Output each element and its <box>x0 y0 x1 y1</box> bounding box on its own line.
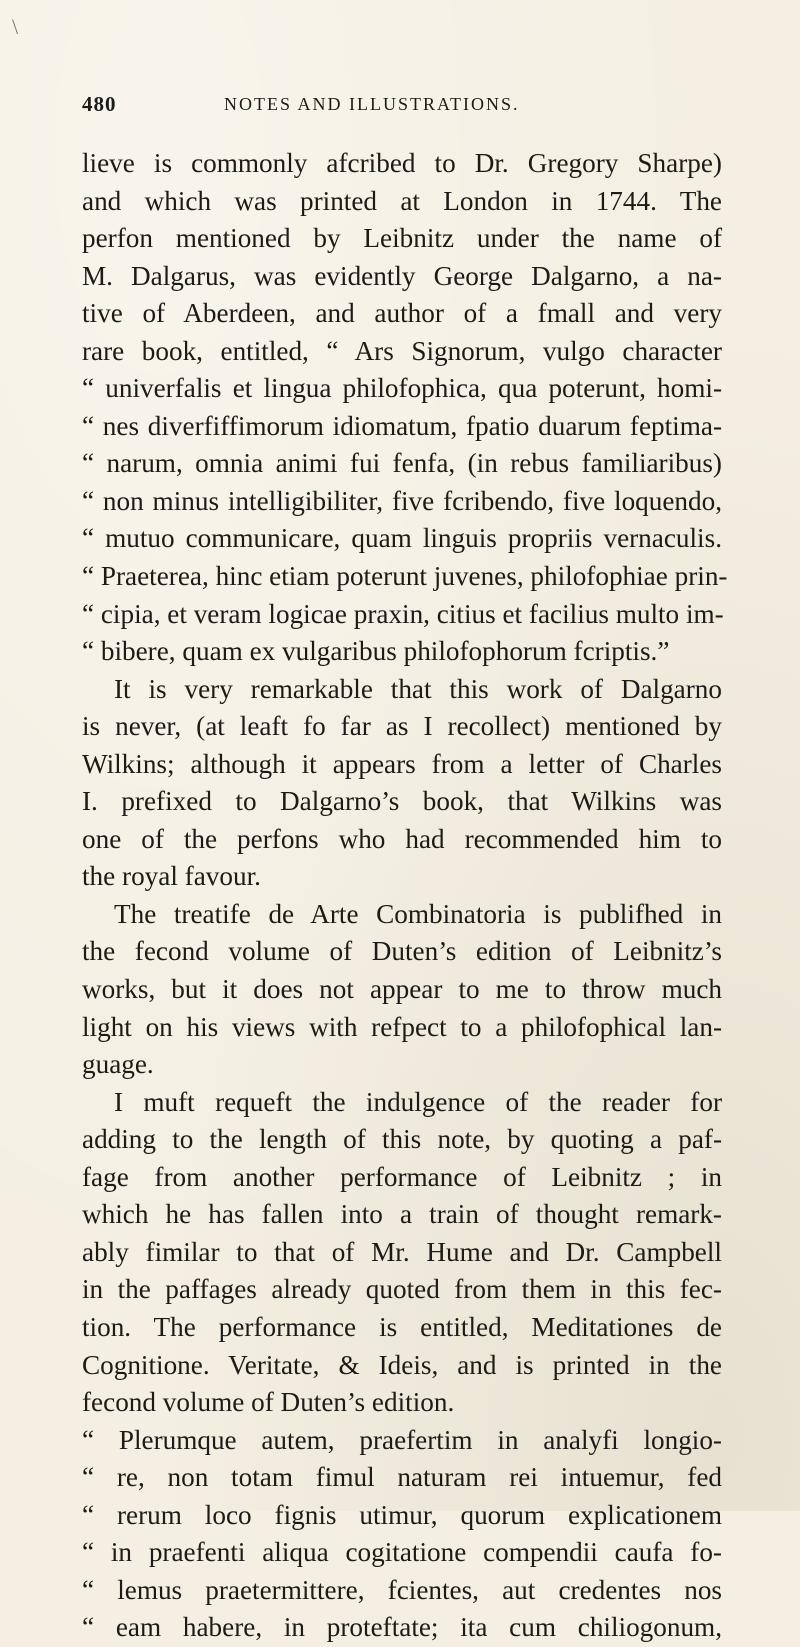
corner-mark: \ <box>12 14 19 39</box>
text-line: perfon mentioned by Leibnitz under the name of <box>82 223 722 254</box>
text-line: lieve is commonly afcribed to Dr. Gregory Sharpe) <box>82 148 722 178</box>
text-line: the fecond volume of Duten’s edition of Leibnitz’s <box>82 936 722 967</box>
text-line: The treatife de Arte Combinatoria is publifhed in <box>114 898 722 929</box>
running-title: NOTES AND ILLUSTRATIONS. <box>224 94 520 114</box>
text-line: “ mutuo communicare, quam linguis propriis vernaculis. <box>82 523 722 554</box>
text-line: in the paffages already quoted from them in this fec- <box>82 1274 722 1305</box>
text-line: Wilkins; although it appears from a letter of Charles <box>82 748 722 779</box>
text-line: “ non minus intelligibiliter, five fcribendo, five loquendo, <box>82 485 722 516</box>
text-line: “ bibere, quam ex vulgaribus philofophorum fcriptis.” <box>82 636 670 667</box>
text-line: which he has fallen into a train of thought remark- <box>82 1199 722 1230</box>
text-line: tion. The performance is entitled, Meditationes de <box>82 1311 722 1342</box>
page-body <box>82 145 728 1647</box>
text-line: and which was printed at London in 1744. The <box>82 185 722 216</box>
text-line: “ Plerumque autem, praefertim in analyfi longio- <box>82 1424 722 1455</box>
text-line: ably fimilar to that of Mr. Hume and Dr. Campbell <box>82 1236 722 1267</box>
text-line: “ Praeterea, hinc etiam poterunt juvenes, philofophiae prin- <box>82 561 728 592</box>
text-line: works, but it does not appear to me to throw much <box>82 974 722 1005</box>
text-line: “ in praefenti aliqua cogitatione compendii caufa fo- <box>82 1537 722 1568</box>
text-line: fecond volume of Duten’s edition. <box>82 1387 455 1418</box>
text-line: tive of Aberdeen, and author of a fmall and very <box>82 298 722 329</box>
text-line: fage from another performance of Leibnitz ; in <box>82 1161 722 1192</box>
text-line: light on his views with refpect to a philofophical lan- <box>82 1011 722 1042</box>
text-line: “ narum, omnia animi fui fenfa, (in rebus familiaribus) <box>82 448 722 479</box>
text-line: “ re, non totam fimul naturam rei intuemur, fed <box>82 1462 722 1493</box>
text-line: “ lemus praetermittere, fcientes, aut credentes nos <box>82 1574 722 1605</box>
text-line: rare book, entitled, “ Ars Signorum, vulgo character <box>82 335 722 366</box>
page-number: 480 <box>82 92 117 116</box>
text-line: “ rerum loco fignis utimur, quorum explicationem <box>82 1499 722 1530</box>
text-line: one of the perfons who had recommended him to <box>82 823 722 854</box>
text-line: “ cipia, et veram logicae praxin, citius et facilius multo im- <box>82 598 724 629</box>
text-line: adding to the length of this note, by quoting a paf- <box>82 1124 722 1155</box>
text-line: is never, (at leaft fo far as I recollect) mentioned by <box>82 711 722 742</box>
text-line: M. Dalgarus, was evidently George Dalgarno, a na- <box>82 260 722 291</box>
text-line: Cognitione. Veritate, & Ideis, and is printed in the <box>82 1349 722 1380</box>
text-line: I muft requeft the indulgence of the reader for <box>114 1086 722 1117</box>
text-line: It is very remarkable that this work of Dalgarno <box>114 673 722 704</box>
text-line: “ eam habere, in proteftate; ita cum chiliogonum, <box>82 1612 722 1643</box>
text-line: “ nes diverfiffimorum idiomatum, fpatio duarum feptima- <box>82 410 722 441</box>
text-line: the royal favour. <box>82 861 261 892</box>
text-line: guage. <box>82 1049 154 1080</box>
text-line: “ univerfalis et lingua philofophica, qua poterunt, homi- <box>82 373 722 404</box>
text-line: I. prefixed to Dalgarno’s book, that Wilkins was <box>82 786 722 817</box>
